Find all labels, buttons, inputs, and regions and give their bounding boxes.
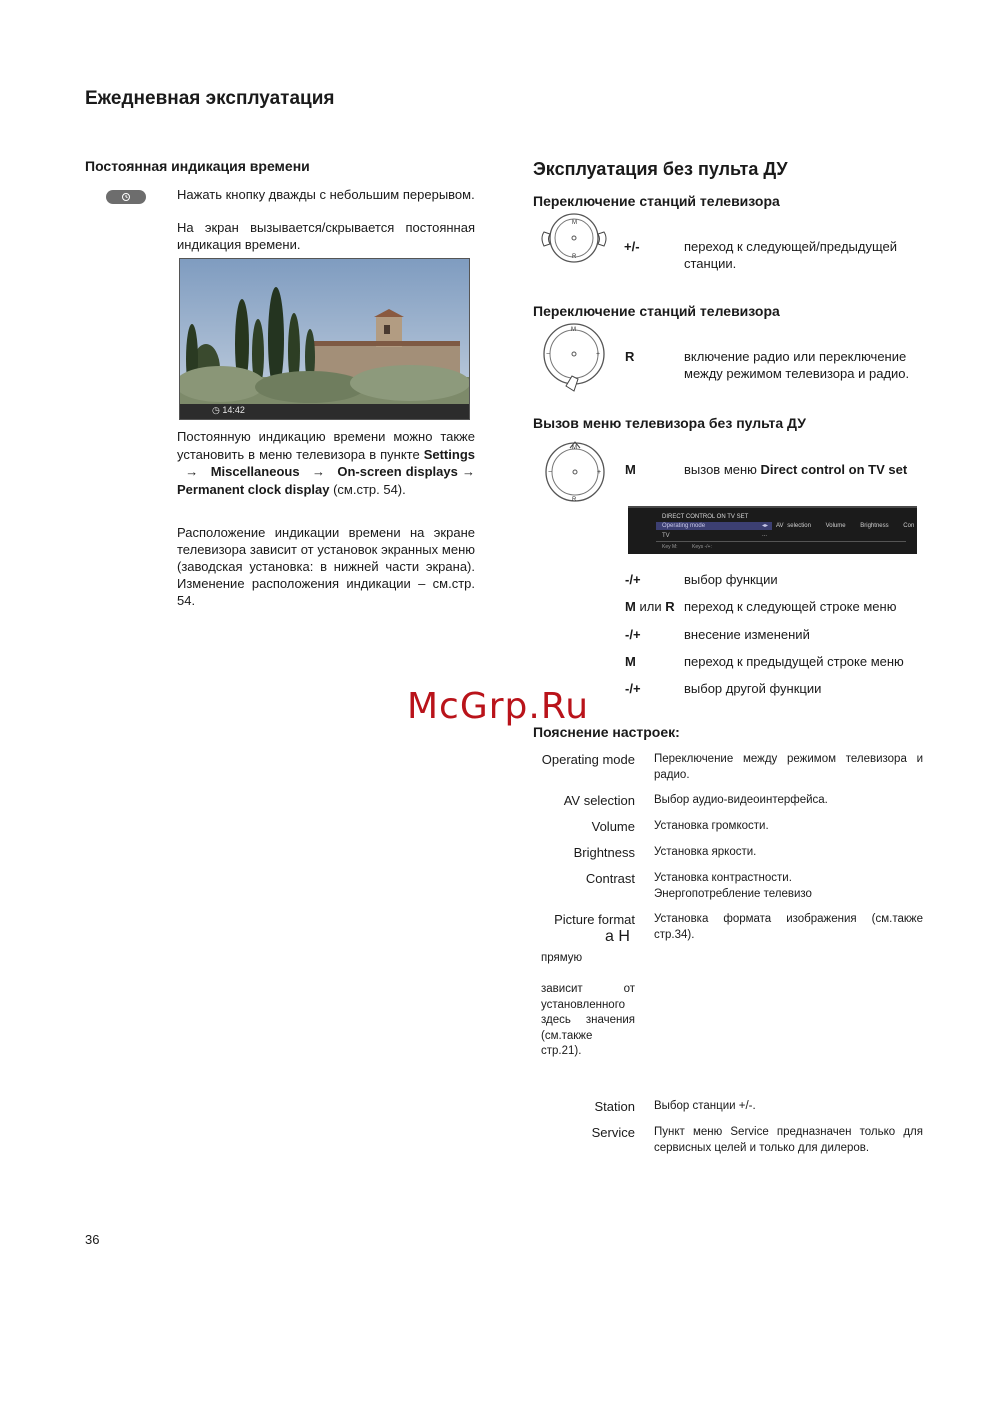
menu-options bbox=[776, 523, 914, 529]
sub3-key: M bbox=[625, 462, 636, 477]
setting-desc: Установка контрастности. Энергопотребление телевизо bbox=[654, 872, 812, 900]
para1-pre: Постоянную индикацию времени можно также установить в меню телевизора в пункте bbox=[177, 429, 475, 462]
sub1-key: +/- bbox=[624, 239, 640, 254]
tv-control-knob-icon bbox=[540, 440, 610, 504]
landscape-image bbox=[180, 259, 469, 419]
svg-text:R: R bbox=[572, 497, 577, 503]
key-row-key: -/+ bbox=[625, 681, 641, 696]
menu-row1-arrows: ◂▸ bbox=[762, 523, 769, 529]
setting-desc: Установка громкости. bbox=[654, 820, 769, 832]
clock-overlay-icon: ◷ bbox=[212, 405, 220, 415]
tv-control-knob-icon bbox=[538, 212, 610, 264]
sub3-title: Вызов меню телевизора без пульта ДУ bbox=[533, 415, 806, 431]
svg-text:+: + bbox=[596, 351, 601, 358]
sub3-desc-bold: Direct control on TV set bbox=[760, 462, 908, 477]
svg-text:−: − bbox=[546, 351, 551, 358]
arrow-icon: → bbox=[311, 464, 325, 479]
menu-row2-value: ... bbox=[762, 532, 768, 538]
setting-desc: Пункт меню Service предназначен только для сервисных целей и только для дилеров. bbox=[654, 1126, 923, 1154]
photo-clock-overlay bbox=[212, 405, 245, 416]
key-row-desc: выбор функции bbox=[684, 572, 778, 587]
page-title: Ежедневная эксплуатация bbox=[85, 88, 335, 109]
svg-text:−: − bbox=[548, 469, 553, 476]
setting-label: Service bbox=[591, 1125, 635, 1140]
arrow-icon: → bbox=[461, 464, 475, 479]
settings-path-3: On-screen displays bbox=[337, 464, 458, 479]
left-para-2: Расположение индикации времени на экране телевизора зависит от установок экранных меню (заводская установка: в нижней части экрана). Изменение расположения индикации – см.стр. 54. bbox=[177, 525, 475, 608]
watermark: McGrp.Ru bbox=[407, 686, 590, 727]
key-row-key: M bbox=[625, 654, 636, 669]
menu-divider bbox=[656, 541, 906, 542]
setting-desc: Выбор аудио-видеоинтерфейса. bbox=[654, 794, 828, 806]
setting-label: Volume bbox=[591, 819, 635, 834]
setting-desc: Установка формата изображения (см.также стр.34). bbox=[654, 913, 923, 941]
settings-path-4: Permanent clock display bbox=[177, 481, 330, 497]
sub1-desc: переход к следующей/предыдущей станции. bbox=[684, 239, 898, 271]
menu-header: DIRECT CONTROL ON TV SET bbox=[662, 514, 749, 520]
arrow-icon: → bbox=[185, 464, 199, 479]
left-section-title: Постоянная индикация времени bbox=[85, 158, 310, 174]
setting-label: AV selection bbox=[563, 793, 635, 808]
page-number: 36 bbox=[85, 1232, 100, 1247]
setting-label: Operating mode bbox=[541, 752, 635, 767]
key-row-desc: внесение изменений bbox=[684, 627, 810, 642]
setting-desc: Переключение между режимом телевизора и радио. bbox=[654, 753, 923, 781]
setting-label: Station bbox=[594, 1099, 635, 1114]
settings-path-1: Settings bbox=[423, 446, 475, 462]
direct-control-menu-screen bbox=[628, 506, 917, 554]
key-row-desc: переход к следующей строке меню bbox=[684, 599, 897, 614]
para1-post: (см.стр. 54). bbox=[329, 481, 406, 497]
sub3-desc bbox=[684, 462, 929, 479]
step-text-2: На экран вызывается/скрывается постоянная индикация времени. bbox=[177, 220, 475, 252]
settings-title: Пояснение настроек: bbox=[533, 724, 680, 740]
step-text-1: Нажать кнопку дважды с небольшим перерывом. bbox=[177, 187, 475, 202]
left-para-1 bbox=[177, 428, 475, 498]
key-row-key: -/+ bbox=[625, 572, 641, 587]
setting-desc: Выбор станции +/-. bbox=[654, 1100, 756, 1112]
menu-option: Brightness bbox=[860, 523, 889, 529]
menu-row2-label: TV bbox=[662, 533, 670, 539]
stray-letters: а Н bbox=[605, 928, 630, 945]
sub2-key: R bbox=[625, 349, 635, 364]
setting-label: Picture format bbox=[554, 912, 635, 927]
settings-path-2: Miscellaneous bbox=[210, 464, 300, 479]
right-section-title: Эксплуатация без пульта ДУ bbox=[533, 159, 788, 179]
clock-icon bbox=[106, 190, 146, 204]
menu-footer-left: Key M: bbox=[662, 544, 678, 550]
menu-option: Volume bbox=[825, 523, 846, 529]
menu-footer-right: Keys -/+: bbox=[692, 544, 712, 550]
menu-row1-label: Operating mode bbox=[662, 523, 706, 529]
key-row-desc: переход к предыдущей строке меню bbox=[684, 654, 904, 669]
setting-label: Brightness bbox=[573, 845, 635, 860]
svg-text:R: R bbox=[572, 254, 577, 260]
key-row-key: M или R bbox=[625, 599, 675, 614]
menu-option: AV selection bbox=[776, 523, 811, 529]
stray-text-block: прямую зависит от установленного здесь значения (см.также стр.21). bbox=[541, 952, 635, 1057]
tv-control-knob-icon bbox=[538, 322, 610, 398]
key-row-desc: выбор другой функции bbox=[684, 681, 822, 696]
menu-option: Con bbox=[903, 523, 915, 529]
svg-text:+: + bbox=[597, 469, 602, 476]
key-row-key: -/+ bbox=[625, 627, 641, 642]
sub2-desc: включение радио или переключение между режимом телевизора и радио. bbox=[684, 349, 910, 381]
svg-text:M: M bbox=[571, 327, 576, 333]
svg-text:M: M bbox=[572, 445, 577, 451]
sub2-title: Переключение станций телевизора bbox=[533, 303, 780, 319]
photo-clock-time: 14:42 bbox=[222, 405, 245, 415]
setting-desc: Установка яркости. bbox=[654, 846, 757, 858]
svg-text:M: M bbox=[572, 220, 577, 226]
sub1-title: Переключение станций телевизора bbox=[533, 193, 780, 209]
setting-label: Contrast bbox=[585, 871, 635, 886]
clock-button bbox=[106, 190, 146, 204]
tv-screen-photo bbox=[179, 258, 470, 420]
sub3-desc-pre: вызов меню bbox=[684, 462, 761, 477]
